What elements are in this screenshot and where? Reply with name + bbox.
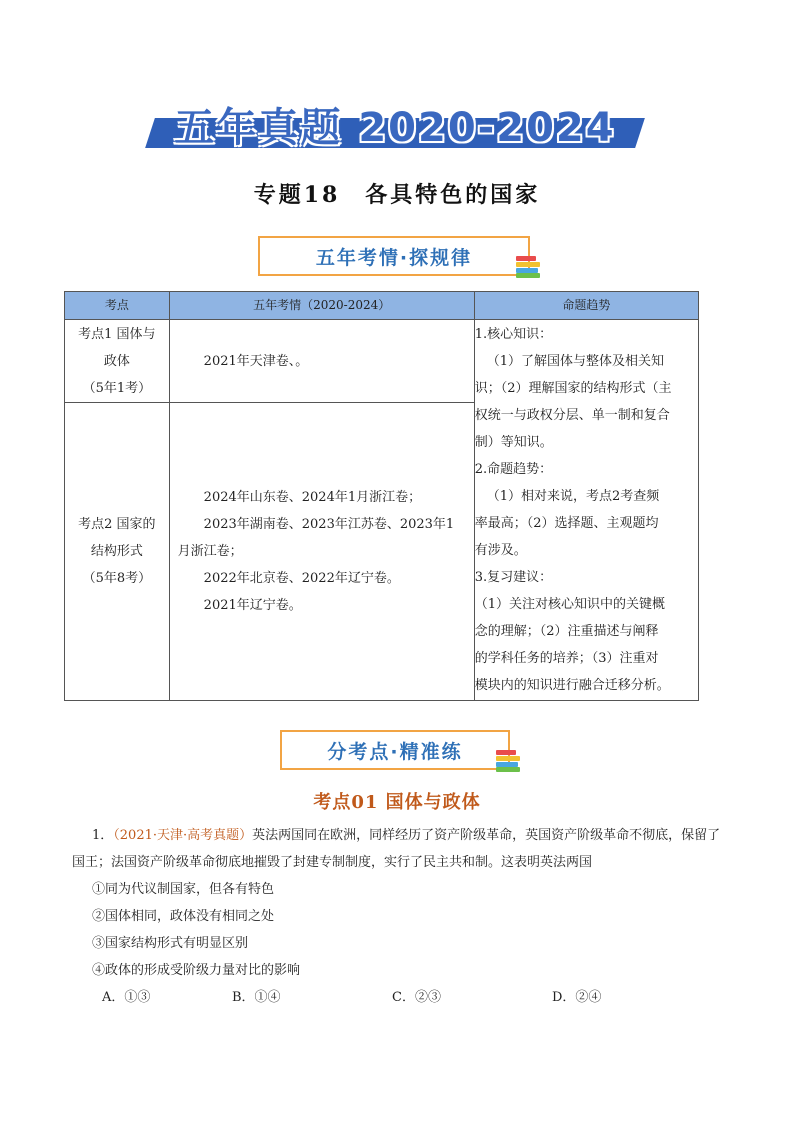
trend-line: 权统一与政权分层、单一制和复合 — [474, 408, 670, 423]
choice-a[interactable]: A．①③ — [102, 990, 151, 1005]
papers-cell — [169, 403, 474, 701]
point-line: （5年1考） — [82, 380, 152, 396]
point-cell — [65, 320, 170, 403]
trend-line: （1）关注对核心知识中的关键概 — [474, 597, 665, 612]
section-banner-practice — [280, 730, 510, 770]
point-line: （5年8考） — [82, 571, 152, 586]
paper-line: 2024年山东卷、2024年1月浙江卷； — [203, 490, 422, 505]
question-source: （2021·天津·高考真题） — [113, 828, 253, 843]
banner-text: 五年真题 2020-2024 — [174, 105, 616, 151]
trend-line: 识；（2）理解国家的结构形式（主 — [474, 381, 672, 396]
statement-option: ①同为代议制国家，但各有特色 — [92, 882, 275, 897]
trend-line: （1）相对来说，考点2考查频 — [486, 489, 660, 504]
table-row — [65, 320, 699, 403]
knowledge-point-title: 考点01 国体与政体 — [313, 792, 481, 813]
statement-option: ④政体的形成受阶级力量对比的影响 — [92, 963, 301, 978]
header-point: 考点 — [65, 292, 170, 320]
statement-option: ②国体相同，政体没有相同之处 — [92, 909, 275, 924]
paper-line: 2021年天津卷、。 — [203, 353, 309, 369]
statement-option: ③国家结构形式有明显区别 — [92, 936, 249, 951]
header-papers: 五年考情（2020-2024） — [169, 292, 474, 320]
trend-cell — [474, 320, 698, 701]
choice-b[interactable]: B．①④ — [232, 990, 281, 1005]
books-icon — [496, 750, 520, 772]
exam-analysis-table — [64, 291, 699, 701]
trend-line: 制）等知识。 — [474, 435, 553, 450]
trend-line: 有涉及。 — [474, 543, 527, 558]
point-line: 政体 — [103, 353, 130, 369]
choice-c[interactable]: C．②③ — [392, 990, 441, 1005]
point-line: 考点2 国家的 — [78, 517, 156, 532]
books-icon — [516, 256, 540, 278]
paper-line: 2021年辽宁卷。 — [203, 598, 302, 613]
trend-line: 1.核心知识： — [474, 327, 553, 342]
section-banner-label: 五年考情·探规律 — [315, 246, 473, 269]
question-number: 1． — [92, 828, 114, 843]
answer-choices — [72, 984, 722, 1011]
header-trend: 命题趋势 — [474, 292, 698, 320]
point-line: 结构形式 — [90, 544, 143, 559]
papers-cell — [169, 320, 474, 403]
question-block — [72, 822, 722, 1011]
document-title: 专题18 各具特色的国家 — [253, 182, 541, 208]
trend-line: 念的理解；（2）注重描述与阐释 — [474, 624, 659, 639]
paper-line: 2023年湖南卷、2023年江苏卷、2023年1 — [203, 517, 455, 532]
year-banner — [150, 96, 640, 156]
trend-line: 的学科任务的培养；（3）注重对 — [474, 651, 659, 666]
paper-line: 月浙江卷； — [177, 544, 243, 559]
question-text: 英法两国同在欧洲，同样经历了资产阶级革命，英国资产阶级革命不彻底，保留了国王；法国资产阶级革命彻底地摧毁了封建专制制度，实行了民主共和制。这表明英法两国 — [72, 828, 721, 870]
section-banner-trends — [258, 236, 530, 276]
question-stem — [72, 822, 722, 876]
section-banner-label: 分考点·精准练 — [327, 740, 463, 763]
point-cell — [65, 403, 170, 701]
trend-line: 模块内的知识进行融合迁移分析。 — [474, 678, 670, 693]
table-header-row — [65, 292, 699, 320]
trend-line: 率最高；（2）选择题、主观题均 — [474, 516, 659, 531]
trend-line: 2.命题趋势： — [474, 462, 553, 477]
trend-line: 3.复习建议： — [474, 570, 553, 585]
point-line: 考点1 国体与 — [78, 326, 156, 342]
paper-line: 2022年北京卷、2022年辽宁卷。 — [203, 571, 400, 586]
trend-line: （1）了解国体与整体及相关知 — [486, 354, 664, 369]
choice-d[interactable]: D．②④ — [552, 990, 602, 1005]
